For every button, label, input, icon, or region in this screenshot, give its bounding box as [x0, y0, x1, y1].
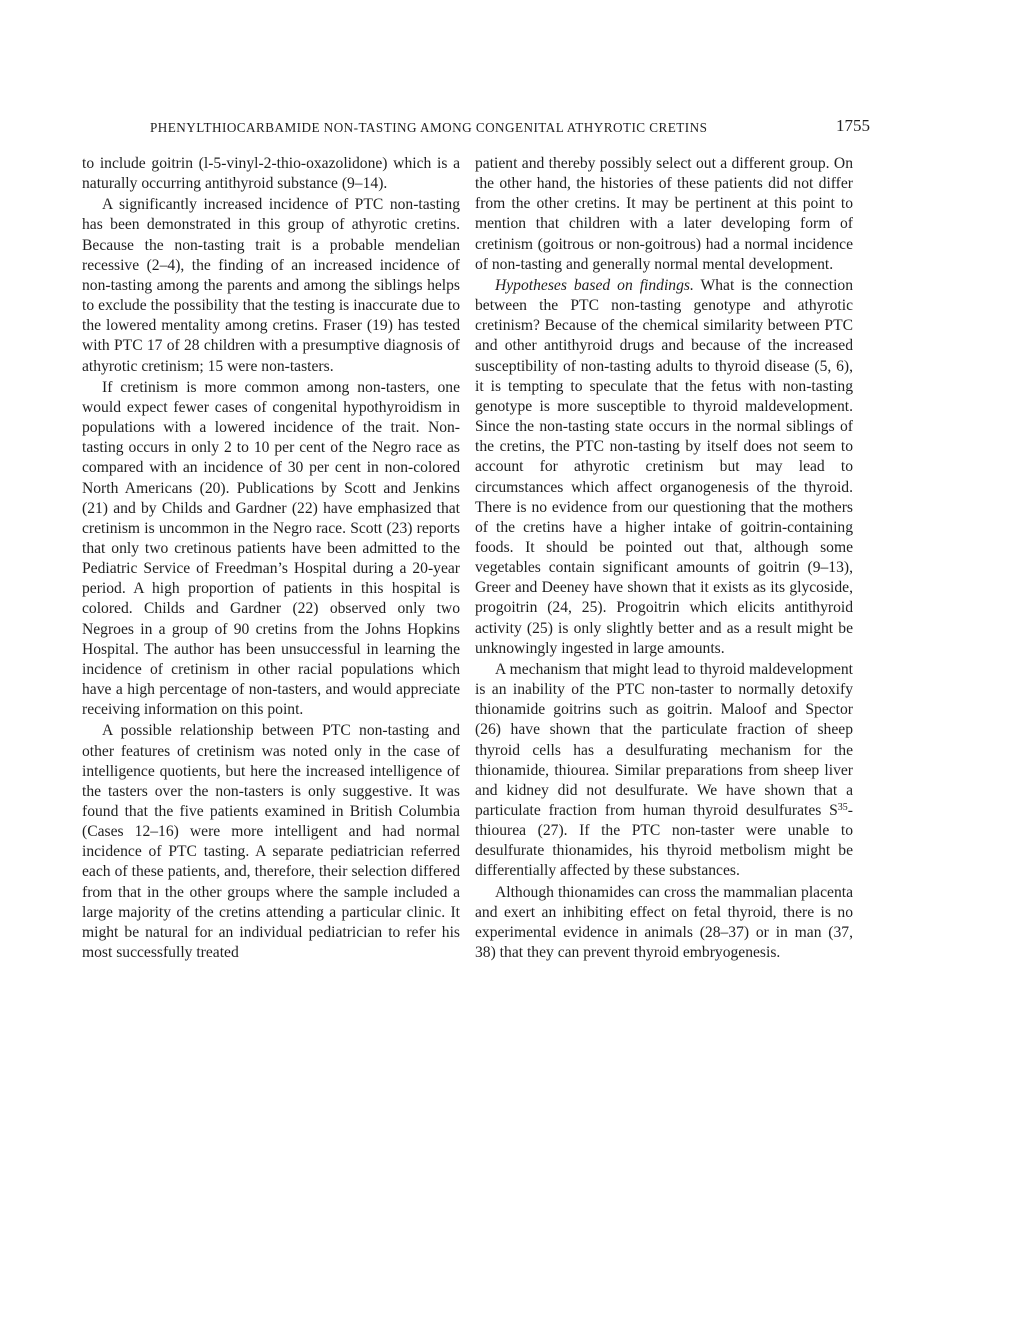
paragraph: patient and thereby possibly select out a different group. On the other hand, the histories of these patients did not differ from the other cretins. It may be pertinent at this point to mention that children with a later developing form of cretinism (goitrous or non-goitrous) had a normal incidence of non-tasting and generally normal mental development.	[475, 155, 853, 273]
paragraph: A possible relationship between PTC non-tasting and other features of cretinism was noted only in the case of intelligence quotients, but here the increased intelligence of the tasters over the non-tasters is only suggestive. It was found that the five patients examined in British Columbia (Cases 12–16) were more intelligent and had normal incidence of PTC tasting. A separate pediatrician referred each of these patients, and, therefore, their selection differed from that in the other groups where the sample included a large majority of the cretins attending a particular clinic. It might be natural for an individual pediatrician to refer his most successfully treated	[82, 722, 460, 962]
right-column	[475, 154, 853, 963]
paragraph	[475, 660, 853, 882]
section-run-in-heading: Hypotheses based on findings.	[495, 276, 694, 294]
paragraph-text: A mechanism that might lead to thyroid maldevelopment is an inability of the PTC non-taster to normally detoxify thionamide goitrins such as goitrin. Maloof and Spector (26) have shown that the particulate fraction of sheep thyroid cells has a desulfurating mechanism for the thionamide, thiourea. Similar preparations from sheep liver and kidney did not desulfurate. We have shown that a particulate fraction from human thyroid desulfurates S	[475, 660, 853, 819]
paragraph-text: -thiourea (27). If the PTC non-taster were unable to desulfurate thionamides, his thyroid metbolism might be differentially affected by these substances.	[475, 802, 853, 880]
left-column	[82, 154, 460, 963]
page-number: 1755	[836, 116, 870, 135]
paragraph	[475, 276, 853, 659]
isotope-superscript: 35	[837, 802, 848, 813]
paragraph: If cretinism is more common among non-tasters, one would expect fewer cases of congenital hypothyroidism in populations with a lowered incidence of the trait. Non-tasting occurs in only 2 to 10 per cent of the Negro race as compared with an incidence of 30 per cent in non-colored North Americans (20). Publications by Scott and Jenkins (21) and by Childs and Gardner (22) have emphasized that cretinism is uncommon in the Negro race. Scott (23) reports that only two cretinous patients have been admitted to the Pediatric Service of Freedman’s Hospital during a 20-year period. A high proportion of patients in this hospital is colored. Childs and Gardner (22) observed only two Negroes in a group of 90 cretins from the Johns Hopkins Hospital. The author has been unsuccessful in learning the incidence of cretinism in other racial populations which have a high percentage of non-tasters, and would appreciate receiving information on this point.	[82, 378, 460, 719]
paragraph: to include goitrin (l-5-vinyl-2-thio-oxazolidone) which is a naturally occurring antithyroid substance (9–14).	[82, 155, 460, 193]
paragraph-body: What is the connection between the PTC non-tasting genotype and athyrotic cretinism? Because of the chemical similarity between PTC and other antithyroid drugs and because of the increased susceptibility of non-tasting adults to thyroid disease (5, 6), it is tempting to speculate that the fetus with non-tasting genotype is more susceptible to thyroid maldevelopment. Since the non-tasting state occurs in the normal siblings of the cretins, the PTC non-tasting by itself does not seem to account for athyrotic cretinism but may lead to circumstances which affect organogenesis of the thyroid. There is no evidence from our questioning that the mothers of the cretins have a higher intake of goitrin-containing foods. It should be pointed out that, although some vegetables contain significant amounts of goitrin (9–13), Greer and Deeney have shown that it exists as its glycoside, progoitrin (24, 25). Progoitrin which elicits antithyroid activity (25) is only slightly better and as a result might be unknowingly ingested in large amounts.	[475, 276, 853, 657]
paragraph: A significantly increased incidence of PTC non-tasting has been demonstrated in this group of athyrotic cretins. Because the non-tasting trait is a probable mendelian recessive (2–4), the finding of an increased incidence of non-tasting among the parents and among the siblings helps to exclude the possibility that the testing is inaccurate due to the lowered mentality among cretins. Fraser (19) has tested with PTC 17 of 28 children with a presumptive diagnosis of athyrotic cretinism; 15 were non-tasters.	[82, 196, 460, 375]
paragraph: Although thionamides can cross the mammalian placenta and exert an inhibiting effect on fetal thyroid, there is no experimental evidence in animals (28–37) or in man (37, 38) that they can prevent thyroid embryogenesis.	[475, 883, 853, 962]
page-header	[150, 116, 870, 142]
running-head: PHENYLTHIOCARBAMIDE NON-TASTING AMONG CONGENITAL ATHYROTIC CRETINS	[150, 120, 708, 135]
